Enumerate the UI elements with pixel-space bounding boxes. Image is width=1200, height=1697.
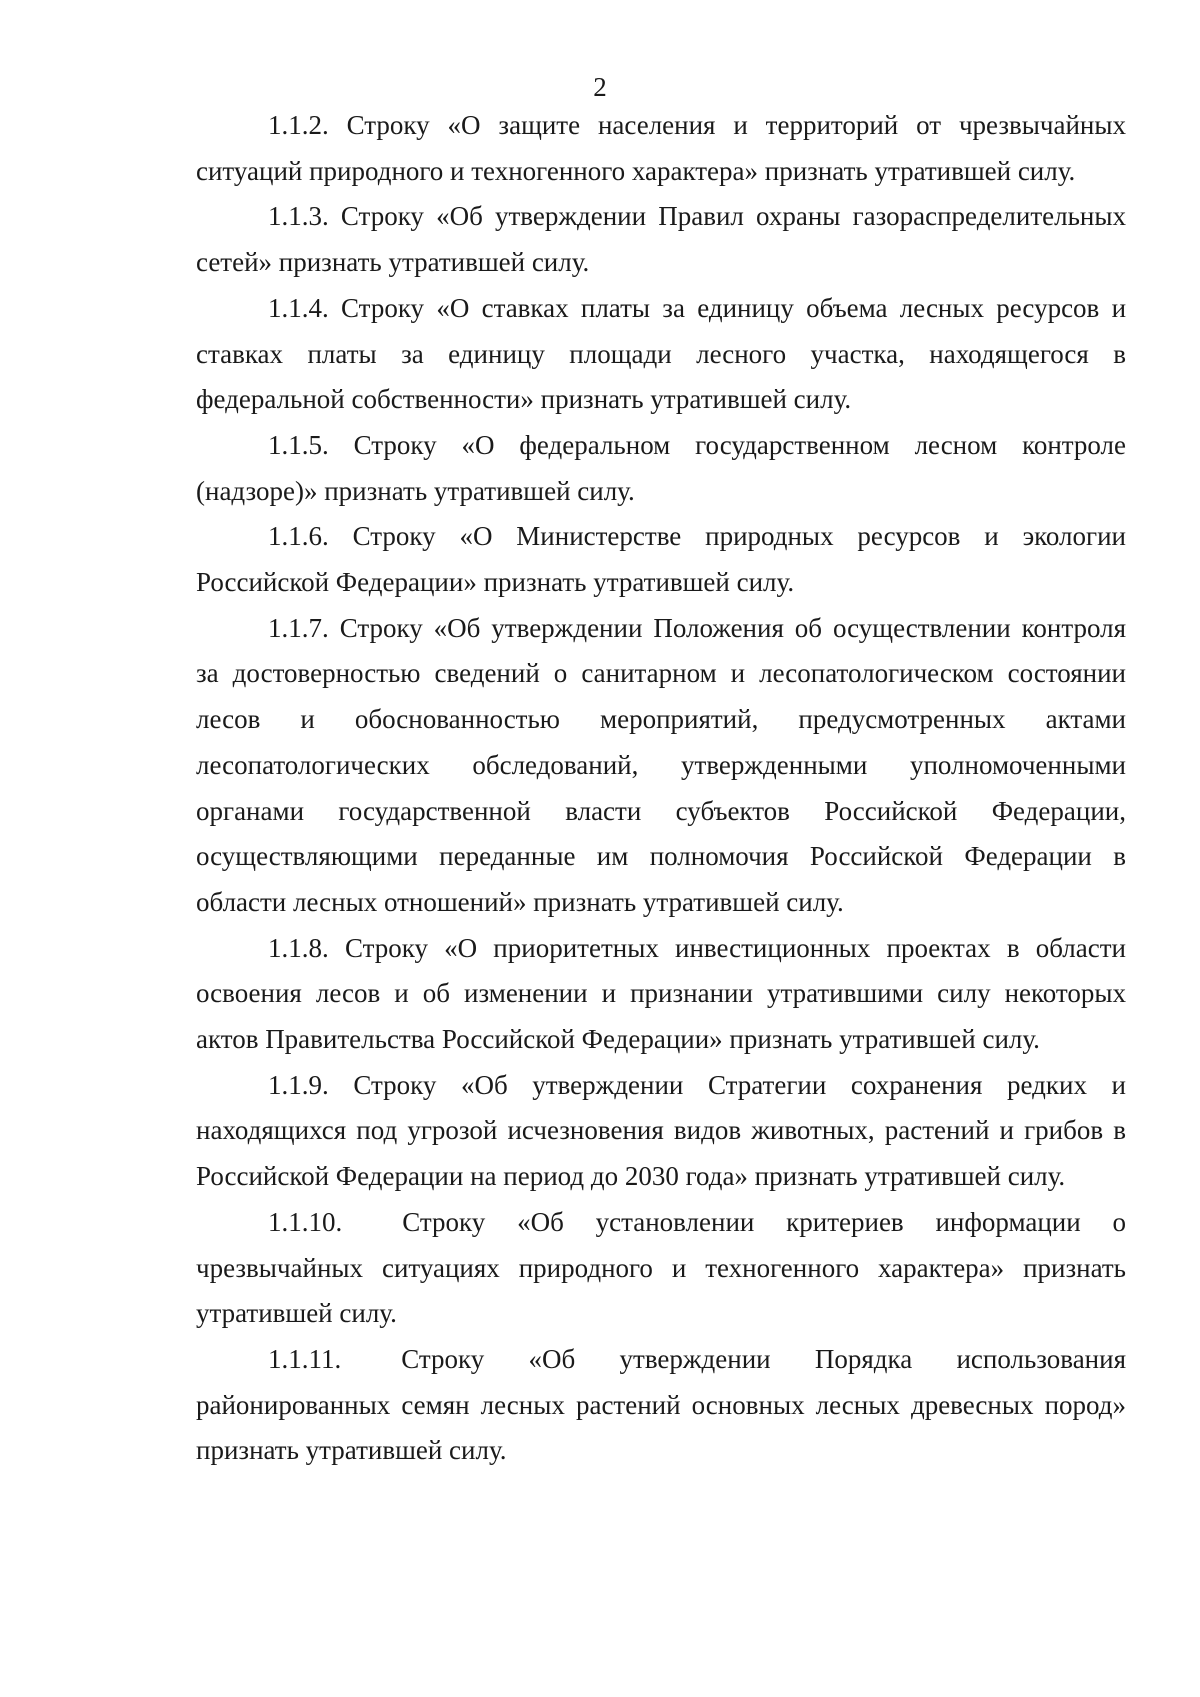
clause-1-1-7 xyxy=(196,606,1126,926)
clause-text: Строку «Об утверждении Правил охраны газораспределительных сетей» признать утратившей силу. xyxy=(196,201,1126,278)
clause-number: 1.1.11. xyxy=(268,1343,342,1374)
clause-number: 1.1.6. xyxy=(268,521,329,552)
clause-number: 1.1.3. xyxy=(268,201,329,232)
clause-text: Строку «О федеральном государственном лесном контроле (надзоре)» признать утратившей силу. xyxy=(196,429,1126,506)
clause-number: 1.1.4. xyxy=(268,292,329,323)
clause-1-1-9 xyxy=(196,1063,1126,1200)
clause-text: Строку «О приоритетных инвестиционных проектах в области освоения лесов и об изменении и признании утратившими силу некоторых актов Правительства Российской Федерации» признать утратившей силу. xyxy=(196,932,1127,1055)
clause-1-1-11 xyxy=(196,1337,1126,1474)
clause-1-1-8 xyxy=(196,926,1126,1063)
clause-1-1-4 xyxy=(196,286,1126,423)
clause-1-1-10 xyxy=(196,1200,1126,1337)
clause-1-1-6 xyxy=(196,514,1126,605)
clause-1-1-2 xyxy=(196,103,1126,194)
clause-number: 1.1.5. xyxy=(268,429,329,460)
clause-1-1-3 xyxy=(196,194,1126,285)
clause-text: Строку «О ставках платы за единицу объема лесных ресурсов и ставках платы за единицу площади лесного участка, находящегося в федеральной собственности» признать утратившей силу. xyxy=(196,292,1127,415)
page-number: 2 xyxy=(593,72,607,102)
clause-number: 1.1.9. xyxy=(268,1069,329,1100)
clause-number: 1.1.8. xyxy=(268,932,329,963)
clause-text: Строку «Об утверждении Порядка использования районированных семян лесных растений основных лесных древесных пород» признать утратившей силу. xyxy=(196,1343,1126,1466)
clause-text: Строку «Об установлении критериев информации о чрезвычайных ситуациях природного и техногенного характера» признать утратившей силу. xyxy=(196,1206,1126,1329)
clause-text: Строку «Об утверждении Положения об осуществлении контроля за достоверностью сведений о санитарном и лесопатологическом состоянии лесов и обоснованностью мероприятий, предусмотренных актами лесопатологических обследований, утвержденными уполномоченными органами государственной власти субъектов Российской Федерации, осуществляющими переданные им полномочия Российской Федерации в области лесных отношений» признать утратившей силу. xyxy=(196,612,1126,917)
clause-number: 1.1.10. xyxy=(268,1206,343,1237)
document-body xyxy=(196,103,1126,1474)
clause-text: Строку «О защите населения и территорий от чрезвычайных ситуаций природного и техногенного характера» признать утратившей силу. xyxy=(196,110,1127,186)
clause-text: Строку «О Министерстве природных ресурсов и экологии Российской Федерации» признать утратившей силу. xyxy=(196,521,1126,598)
clause-1-1-5 xyxy=(196,423,1126,514)
clause-text: Строку «Об утверждении Стратегии сохранения редких и находящихся под угрозой исчезновения видов животных, растений и грибов в Российской Федерации на период до 2030 года» признать утратившей силу. xyxy=(196,1069,1126,1192)
clause-number: 1.1.7. xyxy=(268,612,329,643)
clause-number: 1.1.2. xyxy=(268,110,329,140)
